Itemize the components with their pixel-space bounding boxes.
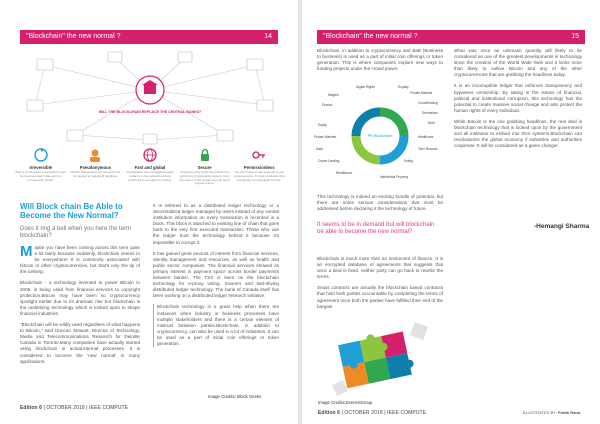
page-footer: Edition 6 | OCTOBER 2018 | IEEE COMPUTE — [20, 405, 129, 411]
paragraph: What was once an unknown quantity will likely to be considered as one of the greatest developments in technology since the creation of the World Wide Web and it looks more than likely to outlive Bitcoin and any of the other cryptocurrencies that are grabbing the headlines today. — [454, 48, 582, 78]
article-subheading: Does it ring a bell when you here the term blockchain? — [20, 226, 132, 239]
left-column-2 — [153, 203, 279, 352]
paragraph: It has gained great amount of interest from financial services, identity management and resources, as well as health and public sector companies. The financial services showed its primary interest in payment space across border payments between banks!. The TSX is keen on the blockchain technology for e-proxy voting. Insurers and tied-driving distributed ledger technology. The bank of Canada itself has been working on a distributed ledger research initiative. — [153, 250, 279, 299]
paragraph: It is referred to as a distributed ledger technology or a decentralized ledger managed by users instead of any central institution information on every transaction is recorded in a block. This block is attached to existing line of chain that goes back to the very first executed transaction. Those who use the ledger trust the technology behind it because it's impossible to corrupt it. — [153, 203, 279, 245]
paragraph: Blockchain technology is a great help when there are instances when industry or business processes have multiple stakeholders and there is a certain element of mistrust between parties.Blockchain, in addition to cryptocurrency, can also be used in a lot of industries. It can be used as a part of initial coin offerings or token generation. — [153, 304, 279, 347]
right-intro: Blockchain, in addition to cryptocurrency and BaB (Business to business) is used as a part of initial coin offerings or token generation. This is where companies explore new ways to funding projects under the crowd power. — [317, 48, 443, 72]
page-header — [317, 30, 585, 44]
wheel-center: PR Blockchain — [367, 134, 393, 138]
feature-card — [124, 147, 176, 197]
header-title: "Blockchain" the new normal ? — [26, 33, 121, 40]
image-credit: Image Credits: Block Geeks — [208, 394, 262, 399]
feature-cards — [15, 147, 285, 197]
key-icon — [251, 147, 267, 163]
use-case-wheel — [314, 82, 446, 190]
left-page — [0, 0, 298, 424]
wheel-label: Derivatives — [422, 111, 438, 115]
lock-icon — [197, 147, 213, 163]
paragraph: Blockchain - a technology invented to power Bitcoin in 2008, is being used from financial services to copyright protection.Bitcoin may have been so cryptocurrency spotlight earlier due to its dramatic rise but blockchain is the underlying technology which is looked upon to shape financial industries. — [20, 280, 140, 316]
article-heading: Will Block chain Be Able to Become the New Normal? — [20, 202, 123, 220]
wheel-label: Crowdfunding — [418, 101, 438, 105]
wheel-label: Time Records — [418, 147, 438, 151]
paragraph: "Blockchain will be wildly used regardless of what happens to Bitcoin," said Duncan Stewart, Director of Technology, Media and Telecommunications Research for Deloitte Canada in Toronto.Many companies have actually started using blockchain in actual,internal processes. It is considered to become the 'new normal' in many applications. — [20, 322, 140, 364]
feature-card — [233, 147, 285, 197]
image-credit: Image Credits:EverestGroup — [318, 400, 373, 405]
card-title: Irreversible — [29, 165, 53, 170]
page-number: 15 — [571, 33, 579, 40]
irreversible-icon — [33, 147, 49, 163]
wheel-label: Crowd Lending — [318, 159, 340, 163]
wheel-label: Royalty — [398, 85, 409, 89]
paragraph: While Bitcoin is the one grabbing headlines, the real deal is blockchain technology that is looked upon by the government and all institutes to embed into their systems.Blockchain can revolutionize the global economy if industries and authorities cooperate. It will be considered as a game changer. — [454, 118, 582, 149]
wheel-label: Digital Rights — [356, 85, 375, 89]
right-mid-paragraph: This technology is indeed an exciting bundle of potential, but there are some serious considerations that must be addressed before declaring it the technology of future. — [317, 194, 443, 212]
wheel-label: Healthcare — [418, 135, 434, 139]
illustrator-credit: ILLUSTRATED BY: Pratik Rana — [522, 410, 580, 415]
header-title: "Blockchain" the new normal ? — [323, 33, 418, 40]
card-desc: Transactions are propagated nearly instantly in the network and are confirmed in a couple of minutes. — [126, 170, 174, 182]
paragraph: Blockchain is much more than an instrument of finance. It is an encrypted database of agreements that suggests that once a deal is fixed, neither party can go back to rewrite the terms. — [317, 256, 443, 280]
network-node — [217, 130, 233, 141]
card-title: Fast and global — [134, 165, 166, 170]
author-signature: -Hemangi Sharma — [534, 223, 590, 230]
network-node — [247, 59, 263, 70]
page-footer: Edition 6 | OCTOBER 2018 | IEEE COMPUTE — [318, 410, 427, 416]
feature-card — [15, 147, 67, 197]
pull-quote: It seems to be in demand but will blockchain be able to become the new normal? — [317, 222, 435, 235]
feature-card — [70, 147, 122, 197]
page-number: 14 — [264, 33, 272, 40]
card-desc: You don't have to ask anybody to use cryptocurrency. It's just a software that everybody can download for free. — [233, 170, 285, 182]
wheel-label: Remittance — [336, 171, 353, 175]
network-node — [67, 130, 83, 141]
network-node — [178, 52, 192, 62]
wheel-label: Voting — [404, 159, 413, 163]
card-title: Pseudonymous — [79, 165, 111, 170]
paragraph: Smart contracts are actually the blockchain based contracts that hold both parties accountable by completing the terms of agreement once both the parties have fulfilled their end of the bargain. — [317, 285, 443, 309]
blockchain-network-diagram — [15, 50, 285, 146]
card-desc: Cryptocurrency funds are locked in a public key cryptography system. Only the owner of the private key can send cryptocurrency. — [179, 170, 230, 186]
globe-icon — [142, 147, 158, 163]
card-desc: After a confirmation a transaction can't be reversed. Each data entry is permanently stored. — [15, 170, 67, 182]
card-title: Permissionless — [243, 165, 275, 170]
network-node — [27, 100, 43, 111]
network-node — [257, 100, 273, 111]
mask-icon — [87, 147, 103, 163]
feature-card — [179, 147, 231, 197]
wheel-label: Wagers — [328, 93, 339, 97]
puzzle-illustration — [332, 318, 436, 400]
hub-caption: WILL THE BLOCKCHAIN REPLACE THE CENTRAL BANKS? — [98, 110, 202, 114]
wheel-label: Private Markets — [314, 135, 337, 139]
wheel-label: Debt — [428, 121, 435, 125]
network-node — [143, 134, 157, 144]
wheel-label: Data — [316, 147, 323, 151]
network-node — [37, 59, 53, 70]
paragraph: Maybe you have been coming across this term quite a lot lately because suddenly, blockchain seems to be everywhere! It is commonly associated with bitcoin or other cryptocurrencies, but that's only the tip of the iceberg. — [20, 243, 140, 275]
right-column-2 — [454, 48, 582, 154]
network-node — [108, 52, 122, 62]
paragraph: It is an incorruptible ledger that enforces transparency and bypasses censorship. By taking in the issues of financial, political and institutional corruption, this technology has the potential to create massive social change and also protect the human rights of every individual. — [454, 83, 582, 113]
right-page — [302, 0, 600, 424]
drop-cap: M — [20, 243, 33, 260]
page-header — [20, 30, 278, 44]
card-desc: Neither transactions nor accounts are connected to real-world identities. — [70, 170, 121, 178]
wheel-label: Private Markets — [410, 91, 433, 95]
right-column-1 — [317, 256, 443, 315]
wheel-label: Intellectual Property — [380, 175, 409, 179]
bank-icon — [144, 85, 156, 94]
left-column-1 — [20, 245, 140, 370]
wheel-label: Escrow — [322, 103, 333, 107]
wheel-label: Equity — [318, 123, 327, 127]
card-title: Secure — [197, 165, 212, 170]
